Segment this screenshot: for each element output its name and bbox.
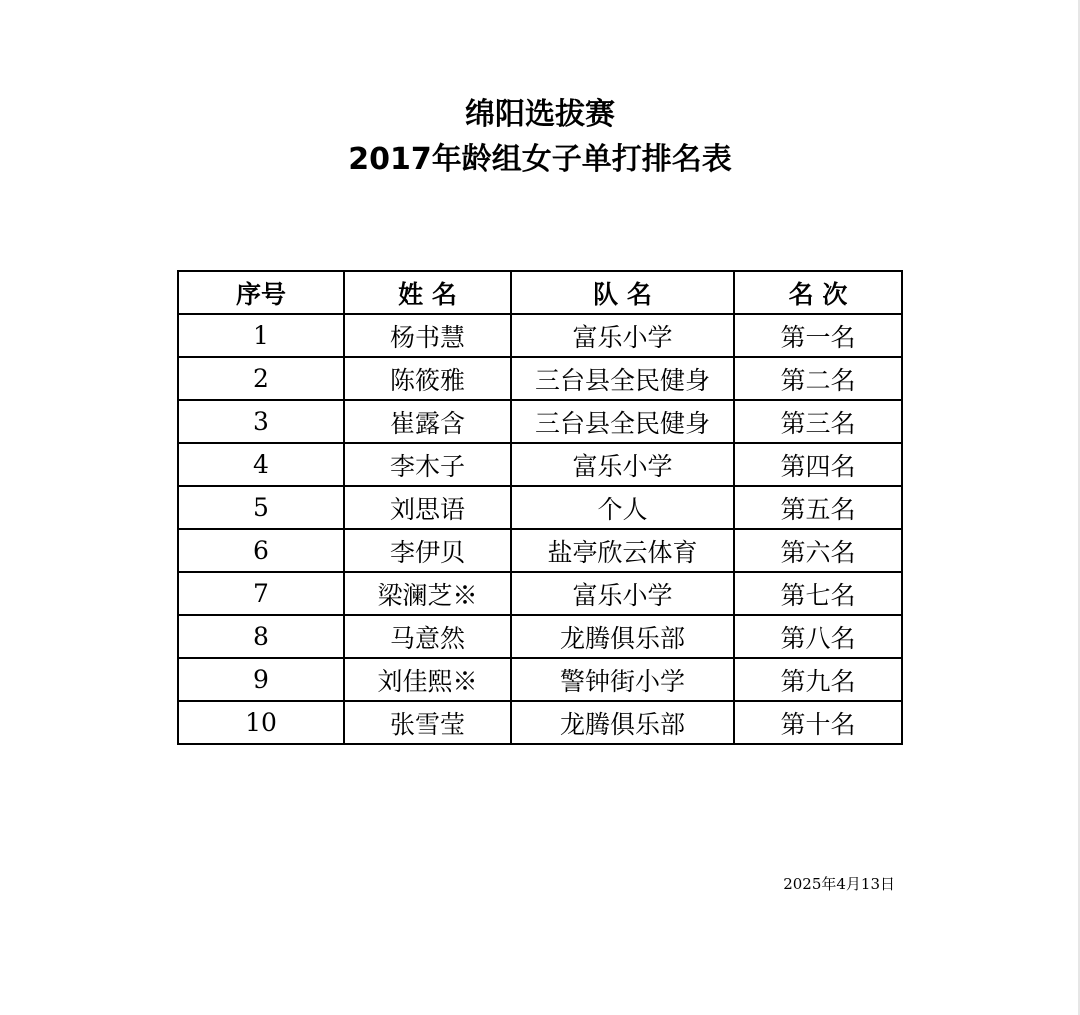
table-row: [178, 572, 902, 615]
document-subtitle: 2017年龄组女子单打排名表: [348, 142, 732, 177]
table-row: [178, 443, 902, 486]
cell-team: 富乐小学: [511, 314, 734, 357]
cell-team: 三台县全民健身: [511, 400, 734, 443]
cell-number: 7: [178, 572, 344, 615]
cell-name: 刘思语: [344, 486, 511, 529]
cell-number: 8: [178, 615, 344, 658]
cell-rank: 第一名: [734, 314, 902, 357]
ranking-table: [177, 270, 903, 745]
table-row: [178, 701, 902, 744]
cell-name: 李木子: [344, 443, 511, 486]
table-header-row: [178, 271, 902, 314]
cell-number: 9: [178, 658, 344, 701]
table-row: [178, 357, 902, 400]
cell-team: 盐亭欣云体育: [511, 529, 734, 572]
cell-name: 杨书慧: [344, 314, 511, 357]
table-row: [178, 529, 902, 572]
cell-name: 梁澜芝※: [344, 572, 511, 615]
cell-number: 4: [178, 443, 344, 486]
table-row: [178, 400, 902, 443]
table-row: [178, 658, 902, 701]
cell-rank: 第六名: [734, 529, 902, 572]
cell-team: 三台县全民健身: [511, 357, 734, 400]
column-header-rank: 名 次: [734, 271, 902, 314]
cell-number: 5: [178, 486, 344, 529]
cell-name: 陈筱雅: [344, 357, 511, 400]
document-title: 绵阳选拔赛: [465, 97, 615, 132]
cell-number: 1: [178, 314, 344, 357]
cell-team: 富乐小学: [511, 572, 734, 615]
cell-name: 崔露含: [344, 400, 511, 443]
column-header-name: 姓 名: [344, 271, 511, 314]
table-row: [178, 314, 902, 357]
cell-team: 富乐小学: [511, 443, 734, 486]
cell-rank: 第四名: [734, 443, 902, 486]
cell-name: 刘佳熙※: [344, 658, 511, 701]
cell-rank: 第八名: [734, 615, 902, 658]
cell-rank: 第三名: [734, 400, 902, 443]
cell-number: 2: [178, 357, 344, 400]
cell-rank: 第九名: [734, 658, 902, 701]
cell-name: 李伊贝: [344, 529, 511, 572]
cell-name: 马意然: [344, 615, 511, 658]
cell-rank: 第五名: [734, 486, 902, 529]
column-header-team: 队 名: [511, 271, 734, 314]
cell-name: 张雪莹: [344, 701, 511, 744]
cell-number: 6: [178, 529, 344, 572]
cell-team: 龙腾俱乐部: [511, 701, 734, 744]
cell-rank: 第十名: [734, 701, 902, 744]
table-row: [178, 486, 902, 529]
cell-number: 10: [178, 701, 344, 744]
column-header-number: 序号: [178, 271, 344, 314]
cell-team: 龙腾俱乐部: [511, 615, 734, 658]
cell-team: 警钟街小学: [511, 658, 734, 701]
cell-team: 个人: [511, 486, 734, 529]
cell-rank: 第七名: [734, 572, 902, 615]
table-row: [178, 615, 902, 658]
cell-number: 3: [178, 400, 344, 443]
cell-rank: 第二名: [734, 357, 902, 400]
document-date: 2025年4月13日: [783, 875, 895, 893]
